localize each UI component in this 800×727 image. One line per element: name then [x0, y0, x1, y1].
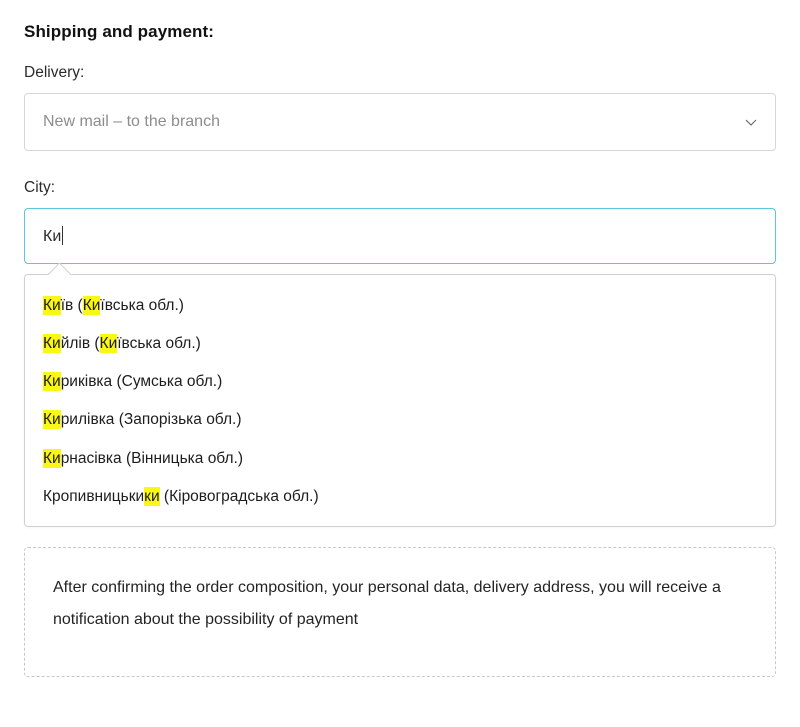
city-input-value: Ки — [43, 228, 62, 245]
chevron-down-icon — [743, 114, 759, 130]
delivery-label: Delivery: — [24, 64, 85, 81]
delivery-select[interactable] — [24, 93, 776, 151]
match-highlight: Ки — [43, 411, 61, 429]
text-caret — [62, 226, 63, 245]
city-label: City: — [24, 179, 55, 196]
list-item[interactable]: Кирнасівка (Вінницька обл.) — [43, 449, 244, 467]
list-item[interactable]: Київ (Київська обл.) — [43, 297, 184, 314]
list-item[interactable]: Кирилівка (Запорізька обл.) — [43, 411, 242, 429]
match-highlight: Ки — [43, 373, 61, 391]
payment-notice-text: After confirming the order composition, your personal data, delivery address, you will receive a notification about the possibility of payment — [53, 578, 721, 628]
delivery-selected-value: New mail – to the branch — [43, 113, 220, 130]
match-highlight: ки — [144, 487, 160, 505]
payment-notice — [24, 547, 776, 677]
match-highlight: Ки — [99, 335, 118, 353]
list-item[interactable]: Кийлів (Київська обл.) — [43, 335, 201, 353]
city-input[interactable] — [24, 208, 776, 264]
page-title: Shipping and payment: — [24, 22, 215, 41]
list-item[interactable]: Кириківка (Сумська обл.) — [43, 373, 223, 391]
spacer — [24, 151, 776, 179]
city-suggestions-dropdown — [24, 274, 776, 527]
match-highlight: Ки — [43, 297, 61, 314]
match-highlight: Ки — [43, 335, 61, 353]
match-highlight: Ки — [43, 449, 61, 467]
match-highlight: Ки — [82, 297, 101, 314]
city-suggestions-wrapper — [24, 274, 776, 527]
list-item[interactable]: Кропивницькики (Кіровоградська обл.) — [43, 487, 319, 505]
